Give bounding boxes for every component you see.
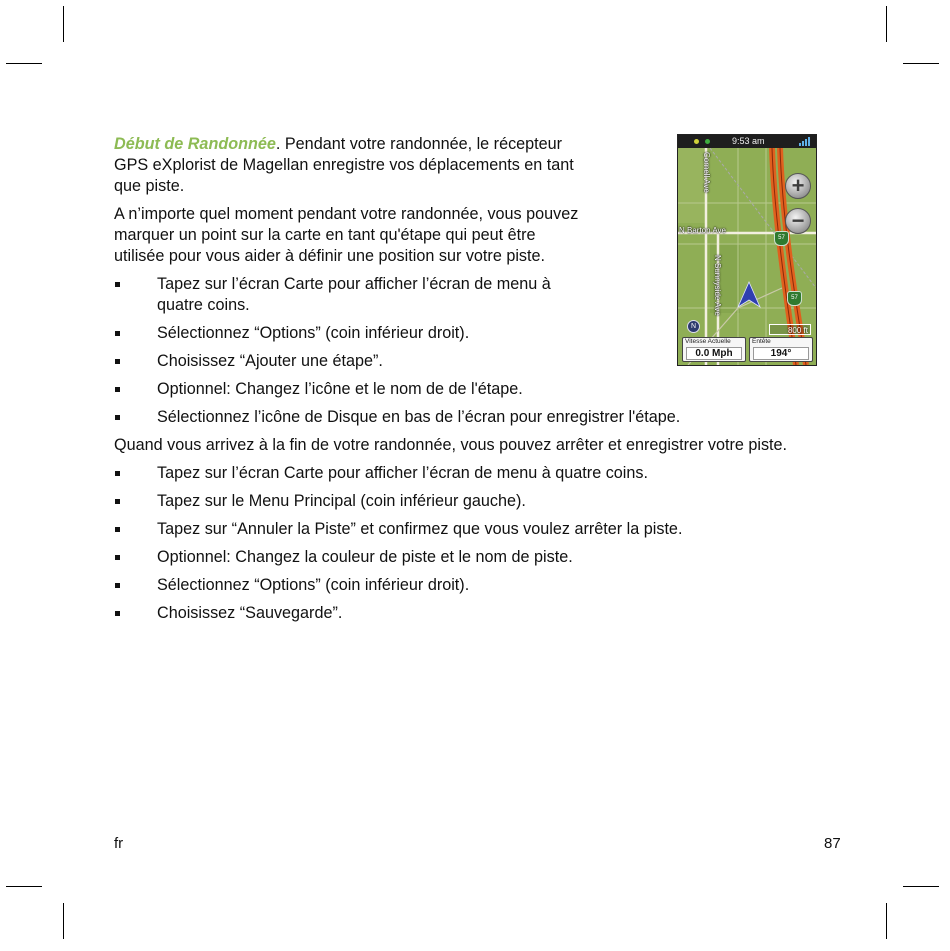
crop-mark-top-left-horizontal (6, 63, 42, 64)
gps-map-screenshot (677, 134, 817, 366)
highway-shield-icon: 57 (774, 231, 789, 246)
speed-label: Vitesse Actuelle (685, 338, 731, 345)
street-label: N Barton Ave (679, 226, 726, 235)
zoom-out-button[interactable]: − (785, 208, 811, 234)
list-item: Optionnel: Changez l’icône et le nom de de l'étape. (114, 379, 824, 400)
page-number: 87 (824, 835, 841, 852)
street-label: Cornell Ave (702, 152, 711, 193)
crop-mark-bottom-left-horizontal (6, 886, 42, 887)
intro-text: . Pendant votre randonnée, le récepteur GPS eXplorist de Magellan enregistre vos déplacements en tant que piste. (114, 135, 574, 195)
list-item: Sélectionnez “Options” (coin inférieur droit). (114, 323, 824, 344)
waypoint-paragraph: A n’importe quel moment pendant votre randonnée, vous pouvez marquer un point sur la carte en tant qu'étape qui peut être utilisée pour vous aider à définir une position sur votre piste. (114, 205, 579, 265)
footer-language: fr (114, 835, 124, 852)
section-heading: Début de Randonnée (114, 135, 276, 153)
heading-value: 194° (753, 347, 809, 360)
list-item: Sélectionnez l’icône de Disque en bas de l’écran pour enregistrer l'étape. (114, 407, 824, 428)
signal-strength-icon (798, 137, 812, 146)
gps-status-bar (678, 135, 816, 148)
heading-panel[interactable] (749, 337, 813, 362)
heading-label: Entête (752, 338, 771, 345)
crop-mark-top-right-vertical (886, 6, 887, 42)
map-scale: 800 ft (769, 324, 811, 335)
gps-fix-icon (705, 139, 710, 144)
crop-mark-bottom-right-horizontal (903, 886, 939, 887)
speed-value: 0.0 Mph (686, 347, 742, 360)
intro-paragraph (114, 134, 584, 197)
highway-shield-icon: 57 (787, 291, 802, 306)
list-item: Sélectionnez “Options” (coin inférieur droit). (114, 575, 824, 596)
crop-mark-top-left-vertical (63, 6, 64, 42)
crop-mark-bottom-right-vertical (886, 903, 887, 939)
list-item: Choisissez “Sauvegarde”. (114, 603, 824, 624)
street-label: N Sunnyside Ave (713, 255, 722, 316)
zoom-in-button[interactable]: + (785, 173, 811, 199)
end-paragraph: Quand vous arrivez à la fin de votre randonnée, vous pouvez arrêter et enregistrer votre piste. (114, 436, 788, 454)
list-item: Tapez sur l’écran Carte pour afficher l’écran de menu à quatre coins. (114, 463, 824, 484)
speed-panel[interactable] (682, 337, 746, 362)
satellite-icon (694, 139, 699, 144)
end-steps-list (114, 463, 824, 624)
list-item: Tapez sur l’écran Carte pour afficher l’écran de menu à quatre coins. (114, 274, 590, 316)
list-item: Tapez sur le Menu Principal (coin inférieur gauche). (114, 491, 824, 512)
list-item: Tapez sur “Annuler la Piste” et confirmez que vous voulez arrêter la piste. (114, 519, 824, 540)
gps-clock: 9:53 am (732, 136, 765, 146)
list-item: Choisissez “Ajouter une étape”. (114, 351, 824, 372)
list-item: Optionnel: Changez la couleur de piste et le nom de piste. (114, 547, 824, 568)
crop-mark-top-right-horizontal (903, 63, 939, 64)
crop-mark-bottom-left-vertical (63, 903, 64, 939)
north-arrow-icon: N (687, 320, 700, 333)
